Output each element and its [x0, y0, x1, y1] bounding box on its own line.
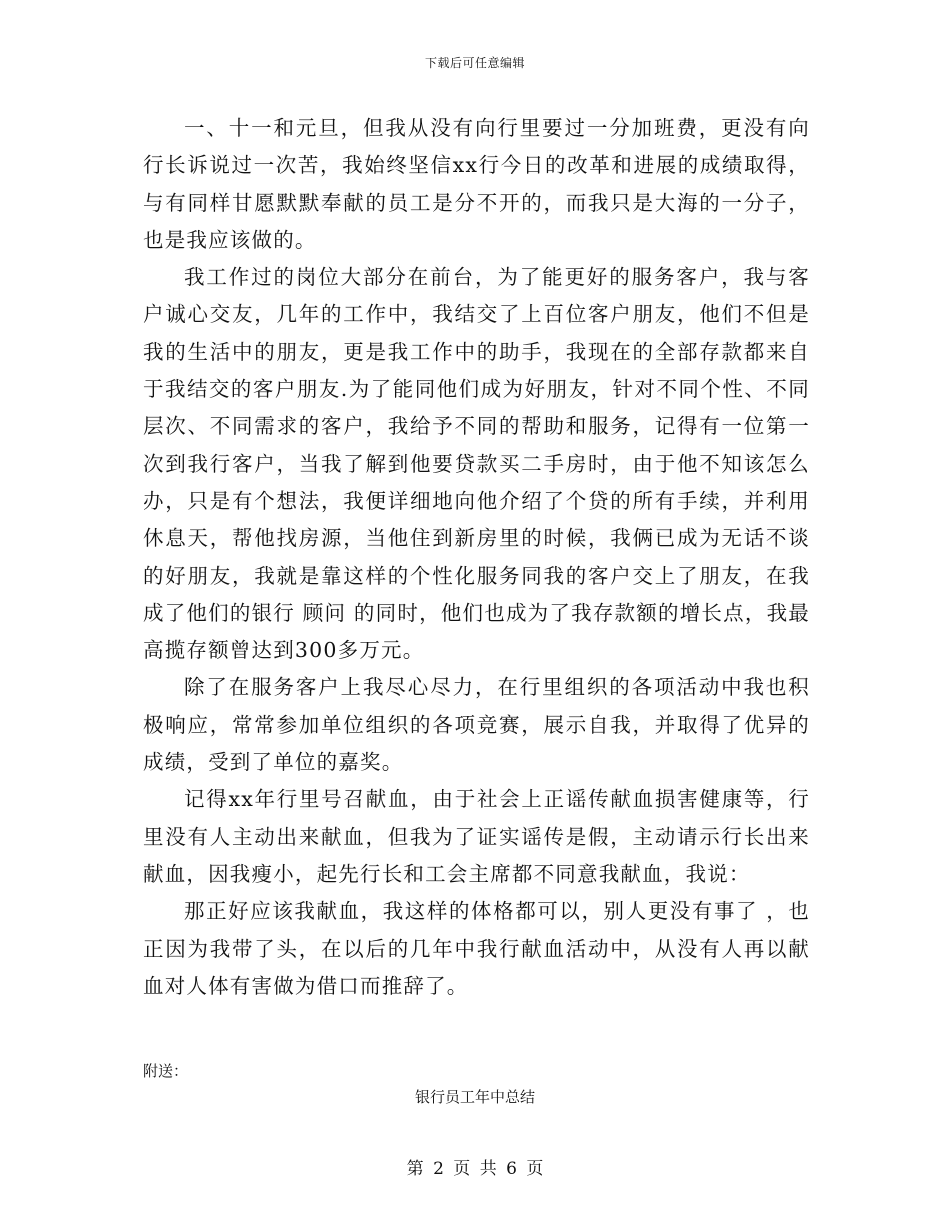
paragraph-5: 那正好应该我献血，我这样的体格都可以，别人更没有事了 ，也正因为我带了头，在以后的几年中我行献血活动中，从没有人再以献血对人体有害做为借口而推辞了。 [143, 899, 810, 998]
page-footer: 第 2 页 共 6 页 [406, 1159, 544, 1179]
paragraph-3: 除了在服务客户上我尽心尽力，在行里组织的各项活动中我也积极响应，常常参加单位组织的各项竞赛，展示自我，并取得了优异的成绩，受到了单位的嘉奖。 [143, 675, 810, 775]
page-header: 下载后可任意编辑 [424, 56, 525, 70]
paragraph-4: 记得xx年行里号召献血，由于社会上正谣传献血损害健康等，行里没有人主动出来献血，但我为了证实谣传是假，主动请示行长出来献血，因我瘦小，起先行长和工会主席都不同意我献血，我说： [143, 787, 810, 886]
appendix-label: 附送： [143, 1062, 189, 1080]
document-body [143, 110, 810, 1005]
paragraph-1: 一、十一和元旦，但我从没有向行里要过一分加班费，更没有向行长诉说过一次苦，我始终坚信xx行今日的改革和进展的成绩取得，与有同样甘愿默默奉献的员工是分不开的，而我只是大海的一分子，也是我应该做的。 [143, 116, 810, 252]
paragraph-2: 我工作过的岗位大部分在前台，为了能更好的服务客户，我与客户诚心交友，几年的工作中，我结交了上百位客户朋友，他们不但是我的生活中的朋友，更是我工作中的助手，我现在的全部存款都来自于我结交的客户朋友.为了能同他们成为好朋友，针对不同个性、不同层次、不同需求的客户，我给予不同的帮助和服务，记得有一位第一次到我行客户，当我了解到他要贷款买二手房时，由于他不知该怎么办，只是有个想法，我便详细地向他介绍了个贷的所有手续，并利用休息天，帮他找房源，当他住到新房里的时候，我俩已成为无话不谈的好朋友，我就是靠这样的个性化服务同我的客户交上了朋友，在我成了他们的银行 顾问 的同时，他们也成为了我存款额的增长点，我最高揽存额曾达到300多万元。 [143, 265, 810, 663]
appendix-title: 银行员工年中总结 [414, 1088, 535, 1106]
